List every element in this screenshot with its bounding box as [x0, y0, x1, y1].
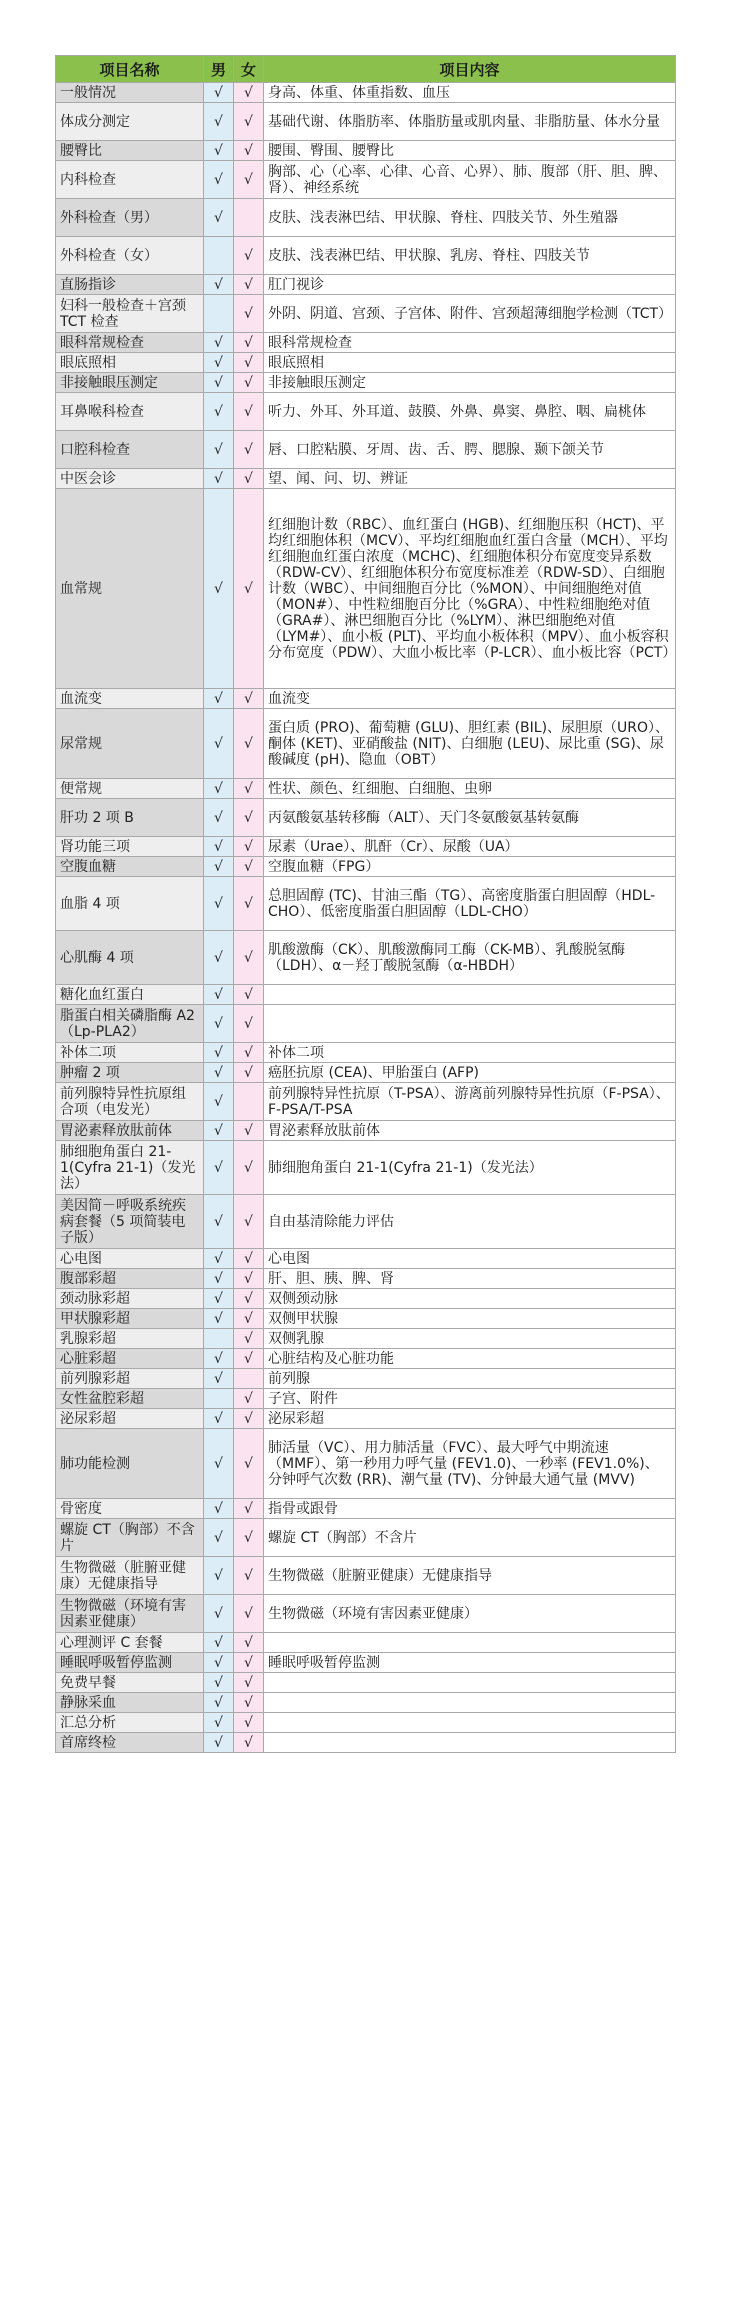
item-name-cell: 妇科一般检查＋宫颈 TCT 检查	[56, 295, 204, 333]
item-content-cell	[264, 1733, 676, 1753]
male-mark-cell: √	[204, 1063, 234, 1083]
item-content-cell: 身高、体重、体重指数、血压	[264, 83, 676, 103]
item-name-cell: 外科检查（女）	[56, 237, 204, 275]
male-mark-cell	[204, 1389, 234, 1409]
item-content-cell: 心电图	[264, 1249, 676, 1269]
item-content-cell: 蛋白质 (PRO)、葡萄糖 (GLU)、胆红素 (BIL)、尿胆原（URO）、酮体 (KET)、亚硝酸盐 (NIT)、白细胞 (LEU)、尿比重 (SG)、尿酸碱度 (pH)、隐血（OBT）	[264, 709, 676, 779]
item-content-cell: 非接触眼压测定	[264, 373, 676, 393]
item-content-cell: 皮肤、浅表淋巴结、甲状腺、脊柱、四肢关节、外生殖器	[264, 199, 676, 237]
table-row	[56, 1713, 676, 1733]
female-mark-cell: √	[234, 1005, 264, 1043]
table-row	[56, 1043, 676, 1063]
male-mark-cell: √	[204, 1369, 234, 1389]
header-item-name: 项目名称	[56, 56, 204, 83]
item-name-cell: 一般情况	[56, 83, 204, 103]
item-name-cell: 心电图	[56, 1249, 204, 1269]
item-content-cell: 胸部、心（心率、心律、心音、心界）、肺、腹部（肝、胆、脾、肾）、神经系统	[264, 161, 676, 199]
item-name-cell: 眼底照相	[56, 353, 204, 373]
item-content-cell: 腰围、臀围、腰臀比	[264, 141, 676, 161]
male-mark-cell: √	[204, 857, 234, 877]
male-mark-cell: √	[204, 837, 234, 857]
table-row	[56, 1141, 676, 1195]
male-mark-cell: √	[204, 1499, 234, 1519]
table-row	[56, 1369, 676, 1389]
item-name-cell: 螺旋 CT（胸部）不含片	[56, 1519, 204, 1557]
item-name-cell: 汇总分析	[56, 1713, 204, 1733]
item-content-cell: 基础代谢、体脂肪率、体脂肪量或肌肉量、非脂肪量、体水分量	[264, 103, 676, 141]
item-name-cell: 首席终检	[56, 1733, 204, 1753]
table-row	[56, 1733, 676, 1753]
item-content-cell: 红细胞计数（RBC）、血红蛋白 (HGB)、红细胞压积（HCT)、平均红细胞体积（MCV）、平均红细胞血红蛋白含量（MCH）、平均红细胞血红蛋白浓度（MCHC)、红细胞体积分布宽度变异系数（RDW-CV）、红细胞体积分布宽度标准差（RDW-SD）、白细胞计数（WBC）、中间细胞百分比（%MON）、中间细胞绝对值（MON#）、中性粒细胞百分比（%GRA）、中性粒细胞绝对值（GRA#）、淋巴细胞百分比（%LYM）、淋巴细胞绝对值（LYM#）、血小板 (PLT)、平均血小板体积（MPV）、血小板容积分布宽度（PDW）、大血小板比率（P-LCR）、血小板比容（PCT）	[264, 489, 676, 689]
item-content-cell: 双侧颈动脉	[264, 1289, 676, 1309]
female-mark-cell: √	[234, 1249, 264, 1269]
table-row	[56, 431, 676, 469]
item-content-cell	[264, 1693, 676, 1713]
item-name-cell: 甲状腺彩超	[56, 1309, 204, 1329]
item-content-cell: 前列腺	[264, 1369, 676, 1389]
table-row	[56, 141, 676, 161]
item-name-cell: 补体二项	[56, 1043, 204, 1063]
item-name-cell: 血常规	[56, 489, 204, 689]
table-row	[56, 1063, 676, 1083]
item-content-cell: 睡眠呼吸暂停监测	[264, 1653, 676, 1673]
table-row	[56, 1595, 676, 1633]
male-mark-cell: √	[204, 1249, 234, 1269]
female-mark-cell: √	[234, 275, 264, 295]
female-mark-cell: √	[234, 1557, 264, 1595]
female-mark-cell: √	[234, 931, 264, 985]
table-row	[56, 1653, 676, 1673]
table-row	[56, 1389, 676, 1409]
male-mark-cell: √	[204, 431, 234, 469]
female-mark-cell: √	[234, 1349, 264, 1369]
item-name-cell: 空腹血糖	[56, 857, 204, 877]
male-mark-cell: √	[204, 161, 234, 199]
male-mark-cell: √	[204, 1693, 234, 1713]
item-name-cell: 直肠指诊	[56, 275, 204, 295]
table-row	[56, 373, 676, 393]
male-mark-cell: √	[204, 469, 234, 489]
female-mark-cell: √	[234, 393, 264, 431]
male-mark-cell: √	[204, 103, 234, 141]
item-content-cell: 望、闻、问、切、辨证	[264, 469, 676, 489]
item-content-cell: 胃泌素释放肽前体	[264, 1121, 676, 1141]
female-mark-cell: √	[234, 1389, 264, 1409]
male-mark-cell: √	[204, 1309, 234, 1329]
item-content-cell: 唇、口腔粘膜、牙周、齿、舌、腭、腮腺、颞下颌关节	[264, 431, 676, 469]
table-row	[56, 1349, 676, 1369]
item-name-cell: 免费早餐	[56, 1673, 204, 1693]
item-name-cell: 非接触眼压测定	[56, 373, 204, 393]
table-row	[56, 1409, 676, 1429]
male-mark-cell: √	[204, 985, 234, 1005]
item-content-cell: 眼底照相	[264, 353, 676, 373]
item-name-cell: 糖化血红蛋白	[56, 985, 204, 1005]
female-mark-cell: √	[234, 161, 264, 199]
item-name-cell: 肝功 2 项 B	[56, 799, 204, 837]
male-mark-cell: √	[204, 779, 234, 799]
item-content-cell	[264, 1713, 676, 1733]
female-mark-cell: √	[234, 1499, 264, 1519]
item-content-cell	[264, 1673, 676, 1693]
female-mark-cell: √	[234, 1269, 264, 1289]
female-mark-cell	[234, 1369, 264, 1389]
female-mark-cell: √	[234, 689, 264, 709]
male-mark-cell: √	[204, 1195, 234, 1249]
item-name-cell: 心理测评 C 套餐	[56, 1633, 204, 1653]
item-content-cell: 血流变	[264, 689, 676, 709]
female-mark-cell	[234, 1083, 264, 1121]
item-content-cell: 丙氨酸氨基转移酶（ALT）、天门冬氨酸氨基转氨酶	[264, 799, 676, 837]
item-name-cell: 生物微磁（环境有害因素亚健康）	[56, 1595, 204, 1633]
item-content-cell: 肝、胆、胰、脾、肾	[264, 1269, 676, 1289]
table-row	[56, 393, 676, 431]
item-content-cell: 螺旋 CT（胸部）不含片	[264, 1519, 676, 1557]
item-content-cell: 双侧甲状腺	[264, 1309, 676, 1329]
female-mark-cell: √	[234, 1309, 264, 1329]
item-name-cell: 外科检查（男）	[56, 199, 204, 237]
table-row	[56, 1309, 676, 1329]
item-name-cell: 耳鼻喉科检查	[56, 393, 204, 431]
female-mark-cell: √	[234, 1519, 264, 1557]
male-mark-cell: √	[204, 1713, 234, 1733]
item-content-cell: 肌酸激酶（CK）、肌酸激酶同工酶（CK-MB）、乳酸脱氢酶（LDH）、α－羟丁酸脱氢酶（α-HBDH）	[264, 931, 676, 985]
female-mark-cell: √	[234, 83, 264, 103]
table-row	[56, 799, 676, 837]
female-mark-cell: √	[234, 373, 264, 393]
male-mark-cell	[204, 237, 234, 275]
item-name-cell: 肾功能三项	[56, 837, 204, 857]
male-mark-cell: √	[204, 1289, 234, 1309]
female-mark-cell: √	[234, 1043, 264, 1063]
female-mark-cell: √	[234, 1429, 264, 1499]
item-name-cell: 静脉采血	[56, 1693, 204, 1713]
table-row	[56, 985, 676, 1005]
female-mark-cell: √	[234, 1673, 264, 1693]
male-mark-cell: √	[204, 1083, 234, 1121]
table-row	[56, 83, 676, 103]
male-mark-cell: √	[204, 141, 234, 161]
female-mark-cell: √	[234, 877, 264, 931]
item-name-cell: 脂蛋白相关磷脂酶 A2（Lp-PLA2）	[56, 1005, 204, 1043]
female-mark-cell: √	[234, 1409, 264, 1429]
table-row	[56, 1429, 676, 1499]
male-mark-cell: √	[204, 1429, 234, 1499]
item-content-cell: 生物微磁（环境有害因素亚健康）	[264, 1595, 676, 1633]
item-name-cell: 骨密度	[56, 1499, 204, 1519]
table-row	[56, 353, 676, 373]
item-content-cell: 空腹血糖（FPG）	[264, 857, 676, 877]
item-name-cell: 生物微磁（脏腑亚健康）无健康指导	[56, 1557, 204, 1595]
item-name-cell: 泌尿彩超	[56, 1409, 204, 1429]
female-mark-cell: √	[234, 1063, 264, 1083]
table-row	[56, 161, 676, 199]
male-mark-cell: √	[204, 1633, 234, 1653]
item-content-cell: 癌胚抗原 (CEA)、甲胎蛋白 (AFP)	[264, 1063, 676, 1083]
item-content-cell: 性状、颜色、红细胞、白细胞、虫卵	[264, 779, 676, 799]
table-row	[56, 1519, 676, 1557]
item-name-cell: 乳腺彩超	[56, 1329, 204, 1349]
female-mark-cell: √	[234, 1141, 264, 1195]
item-name-cell: 美因简－呼吸系统疾病套餐（5 项简装电子版）	[56, 1195, 204, 1249]
item-content-cell: 外阴、阴道、宫颈、子宫体、附件、宫颈超薄细胞学检测（TCT）	[264, 295, 676, 333]
item-content-cell	[264, 1633, 676, 1653]
male-mark-cell: √	[204, 1673, 234, 1693]
item-content-cell: 听力、外耳、外耳道、鼓膜、外鼻、鼻窦、鼻腔、咽、扁桃体	[264, 393, 676, 431]
item-content-cell: 泌尿彩超	[264, 1409, 676, 1429]
item-name-cell: 心肌酶 4 项	[56, 931, 204, 985]
table-row	[56, 103, 676, 141]
female-mark-cell: √	[234, 295, 264, 333]
item-name-cell: 尿常规	[56, 709, 204, 779]
male-mark-cell: √	[204, 1409, 234, 1429]
table-row	[56, 857, 676, 877]
male-mark-cell: √	[204, 1121, 234, 1141]
table-row	[56, 1269, 676, 1289]
item-content-cell: 前列腺特异性抗原（T-PSA）、游离前列腺特异性抗原（F-PSA）、F-PSA/T-PSA	[264, 1083, 676, 1121]
item-content-cell: 心脏结构及心脏功能	[264, 1349, 676, 1369]
female-mark-cell: √	[234, 1595, 264, 1633]
item-name-cell: 睡眠呼吸暂停监测	[56, 1653, 204, 1673]
table-row	[56, 1289, 676, 1309]
table-row	[56, 837, 676, 857]
table-row	[56, 1633, 676, 1653]
female-mark-cell: √	[234, 1289, 264, 1309]
table-row	[56, 931, 676, 985]
female-mark-cell: √	[234, 985, 264, 1005]
female-mark-cell: √	[234, 799, 264, 837]
male-mark-cell	[204, 295, 234, 333]
item-name-cell: 肺细胞角蛋白 21-1(Cyfra 21-1)（发光法）	[56, 1141, 204, 1195]
table-row	[56, 779, 676, 799]
female-mark-cell: √	[234, 489, 264, 689]
male-mark-cell: √	[204, 1733, 234, 1753]
header-item-content: 项目内容	[264, 56, 676, 83]
female-mark-cell: √	[234, 1329, 264, 1349]
table-row	[56, 333, 676, 353]
item-name-cell: 前列腺彩超	[56, 1369, 204, 1389]
male-mark-cell: √	[204, 1557, 234, 1595]
male-mark-cell: √	[204, 689, 234, 709]
table-row	[56, 1005, 676, 1043]
item-name-cell: 体成分测定	[56, 103, 204, 141]
female-mark-cell: √	[234, 1653, 264, 1673]
male-mark-cell: √	[204, 275, 234, 295]
female-mark-cell: √	[234, 431, 264, 469]
female-mark-cell: √	[234, 103, 264, 141]
item-name-cell: 心脏彩超	[56, 1349, 204, 1369]
male-mark-cell: √	[204, 1653, 234, 1673]
item-content-cell: 肛门视诊	[264, 275, 676, 295]
female-mark-cell: √	[234, 857, 264, 877]
female-mark-cell: √	[234, 333, 264, 353]
male-mark-cell: √	[204, 353, 234, 373]
table-row	[56, 1121, 676, 1141]
female-mark-cell: √	[234, 237, 264, 275]
male-mark-cell: √	[204, 1141, 234, 1195]
item-content-cell	[264, 985, 676, 1005]
male-mark-cell: √	[204, 83, 234, 103]
male-mark-cell: √	[204, 877, 234, 931]
table-row	[56, 1673, 676, 1693]
female-mark-cell: √	[234, 1733, 264, 1753]
male-mark-cell: √	[204, 709, 234, 779]
table-row	[56, 1693, 676, 1713]
table-row	[56, 199, 676, 237]
table-row	[56, 469, 676, 489]
table-row	[56, 1083, 676, 1121]
male-mark-cell: √	[204, 931, 234, 985]
item-name-cell: 血脂 4 项	[56, 877, 204, 931]
item-name-cell: 便常规	[56, 779, 204, 799]
item-content-cell: 补体二项	[264, 1043, 676, 1063]
item-content-cell: 子宫、附件	[264, 1389, 676, 1409]
table-row	[56, 275, 676, 295]
table-row	[56, 709, 676, 779]
item-name-cell: 腹部彩超	[56, 1269, 204, 1289]
item-name-cell: 肺功能检测	[56, 1429, 204, 1499]
table-row	[56, 1249, 676, 1269]
female-mark-cell: √	[234, 1121, 264, 1141]
male-mark-cell: √	[204, 1269, 234, 1289]
item-name-cell: 内科检查	[56, 161, 204, 199]
male-mark-cell: √	[204, 489, 234, 689]
male-mark-cell: √	[204, 333, 234, 353]
male-mark-cell: √	[204, 799, 234, 837]
header-female: 女	[234, 56, 264, 83]
item-name-cell: 前列腺特异性抗原组合项（电发光）	[56, 1083, 204, 1121]
male-mark-cell: √	[204, 1595, 234, 1633]
female-mark-cell: √	[234, 1693, 264, 1713]
item-name-cell: 口腔科检查	[56, 431, 204, 469]
table-row	[56, 877, 676, 931]
female-mark-cell	[234, 199, 264, 237]
item-name-cell: 颈动脉彩超	[56, 1289, 204, 1309]
item-name-cell: 胃泌素释放肽前体	[56, 1121, 204, 1141]
female-mark-cell: √	[234, 837, 264, 857]
item-content-cell: 皮肤、浅表淋巴结、甲状腺、乳房、脊柱、四肢关节	[264, 237, 676, 275]
item-content-cell: 双侧乳腺	[264, 1329, 676, 1349]
item-name-cell: 女性盆腔彩超	[56, 1389, 204, 1409]
header-male: 男	[204, 56, 234, 83]
item-content-cell	[264, 1005, 676, 1043]
table-header-row	[56, 56, 676, 83]
item-content-cell: 自由基清除能力评估	[264, 1195, 676, 1249]
table-row	[56, 689, 676, 709]
item-content-cell: 生物微磁（脏腑亚健康）无健康指导	[264, 1557, 676, 1595]
item-content-cell: 眼科常规检查	[264, 333, 676, 353]
male-mark-cell: √	[204, 1043, 234, 1063]
male-mark-cell	[204, 1329, 234, 1349]
male-mark-cell: √	[204, 1349, 234, 1369]
female-mark-cell: √	[234, 141, 264, 161]
male-mark-cell: √	[204, 1005, 234, 1043]
table-row	[56, 1329, 676, 1349]
female-mark-cell: √	[234, 353, 264, 373]
item-name-cell: 肿瘤 2 项	[56, 1063, 204, 1083]
checkup-items-table	[55, 55, 676, 1753]
item-name-cell: 中医会诊	[56, 469, 204, 489]
female-mark-cell: √	[234, 1633, 264, 1653]
item-content-cell: 总胆固醇 (TC)、甘油三酯（TG）、高密度脂蛋白胆固醇（HDL-CHO）、低密度脂蛋白胆固醇（LDL-CHO）	[264, 877, 676, 931]
item-content-cell: 尿素（Urae）、肌酐（Cr）、尿酸（UA）	[264, 837, 676, 857]
item-content-cell: 肺细胞角蛋白 21-1(Cyfra 21-1)（发光法）	[264, 1141, 676, 1195]
male-mark-cell: √	[204, 199, 234, 237]
male-mark-cell: √	[204, 393, 234, 431]
item-name-cell: 眼科常规检查	[56, 333, 204, 353]
item-name-cell: 腰臀比	[56, 141, 204, 161]
table-row	[56, 1557, 676, 1595]
table-row	[56, 237, 676, 275]
male-mark-cell: √	[204, 373, 234, 393]
item-content-cell: 指骨或跟骨	[264, 1499, 676, 1519]
female-mark-cell: √	[234, 1713, 264, 1733]
item-content-cell: 肺活量（VC）、用力肺活量（FVC）、最大呼气中期流速（MMF）、第一秒用力呼气量 (FEV1.0)、一秒率 (FEV1.0%)、分钟呼气次数 (RR)、潮气量 (TV)、分钟最大通气量 (MVV)	[264, 1429, 676, 1499]
male-mark-cell: √	[204, 1519, 234, 1557]
table-row	[56, 1499, 676, 1519]
female-mark-cell: √	[234, 779, 264, 799]
table-row	[56, 489, 676, 689]
female-mark-cell: √	[234, 1195, 264, 1249]
item-name-cell: 血流变	[56, 689, 204, 709]
table-row	[56, 295, 676, 333]
female-mark-cell: √	[234, 469, 264, 489]
table-row	[56, 1195, 676, 1249]
female-mark-cell: √	[234, 709, 264, 779]
